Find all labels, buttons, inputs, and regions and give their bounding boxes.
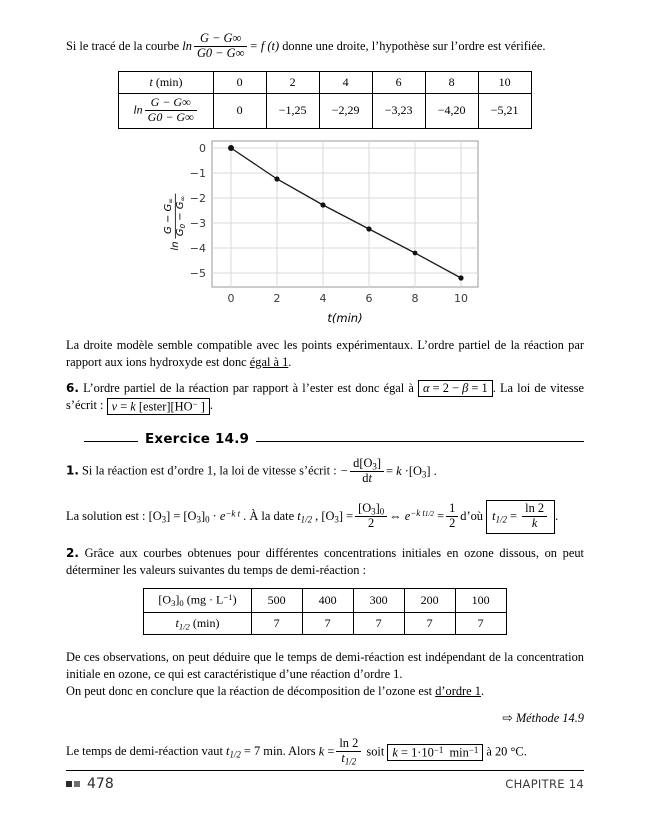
solution-text-a: La solution est : $[O_3] = [O_3]_0 \cdot e^{-k t}$ . À la date $t_{1/2}$ , $[O_3]$ = [66,508,354,525]
table1-row2-header [119,93,213,128]
final-eq: = [327,744,335,759]
data-table-lngt [118,71,531,129]
table-cell: −2,29 [319,93,372,128]
svg-text:4: 4 [319,291,327,305]
svg-text:−1: −1 [189,166,206,180]
kinetics-line-chart [160,135,490,325]
table-cell: 7 [404,612,455,634]
solution-paragraph [66,500,584,535]
table-cell: 0 [213,93,266,128]
solution-onehalf-numerator: 1 [449,501,456,516]
table-cell: 4 [319,71,372,93]
question-2-text: Grâce aux courbes obtenues pour différentes concentrations initiales en ozone dissous, on peut déterminer les valeurs suivantes du temps de demi-réaction : [66,546,584,578]
final-text-b: à 20 °C. [486,744,527,759]
table-row [144,589,506,612]
data-table-halflife [143,588,506,634]
solution-fraction-numerator: $[O_3]_0$ [358,500,385,517]
exercise-header [66,431,584,447]
table-cell: 400 [302,589,353,612]
chart-x-axis-label: t(min) [327,310,363,325]
table-cell: 300 [353,589,404,612]
final-fraction-denominator: $t_{1/2}$ [336,751,361,766]
conclusion-2-text-b: On peut donc en conclure que la réaction de décomposition de l’ozone est [66,683,436,698]
svg-text:10: 10 [454,291,468,305]
question-1-text: Si la réaction est d’ordre 1, la loi de vitesse s’écrit : [82,463,337,478]
question-2-paragraph [66,545,584,579]
table-cell: 7 [353,612,404,634]
question-6-number: 6. [66,380,79,395]
chart-plot-area [160,135,490,311]
methode-label: Méthode 14.9 [515,710,584,725]
methode-reference [66,710,584,726]
table-cell: 7 [251,612,302,634]
table2-row2-header: $t_{1/2}$ (min) [144,612,251,634]
table1-fraction-denominator: G0 − G∞ [145,110,197,124]
table-row [119,71,531,93]
boxed-halflife-numerator: ln 2 [525,501,545,516]
table-cell: 200 [404,589,455,612]
final-k: k [318,744,325,759]
question-6-text-c: . [209,398,213,413]
table-cell: 7 [455,612,506,634]
question-1-derivative-fraction [350,457,384,486]
table-cell: 8 [425,71,478,93]
conclusion-1-period: . [288,354,292,369]
boxed-halflife-fraction [522,502,547,531]
table1-fraction-numerator: G − G∞ [150,95,191,110]
boxed-halflife-formula: $t_{1/2}$ = $\frac{\ln 2}{k}$ [486,500,555,535]
question-1-minus: − [339,463,349,478]
boxed-halflife-denominator: k [522,516,547,531]
table-cell: 0 [213,71,266,93]
svg-text:8: 8 [411,291,419,305]
intro-fraction-denominator: G0 − G∞ [194,46,247,61]
conclusion-2-text-a: De ces observations, on peut déduire que le temps de demi-réaction est indépendant de la concentration initiale en ozone, ce qui est caractéristique d’une réaction d’ordre 1. [66,649,584,681]
intro-text-before: Si le tracé de la courbe [66,39,180,54]
page-footer [66,770,584,792]
solution-text-b: ⇔ $e^{-k t1/2}$ = [389,508,445,523]
square-gray-icon [74,781,80,787]
question-2-number: 2. [66,546,79,561]
solution-fraction-denominator: 2 [355,516,387,531]
table-cell: −5,21 [478,93,531,128]
chart-y-axis-label-text: ln $G - G_\infty$ $G_0 - G_\infty$ [162,195,187,251]
final-text-a: Le temps de demi-réaction vaut $t_{1/2} = 7$ min. Alors [66,744,316,760]
svg-text:0: 0 [199,141,206,155]
table-cell: −4,20 [425,93,478,128]
final-soit: soit [366,744,385,759]
exercise-rule-left [84,441,138,442]
boxed-rate-constant: $k = 1\cdot 10^{-1}$ $\min^{-1}$ [387,744,483,762]
final-paragraph [66,738,584,767]
conclusion-paragraph-1 [66,337,584,371]
page-content [66,33,584,776]
table1-row1-header: t (min) [119,71,213,93]
solution-onehalf-denominator: 2 [446,516,458,531]
intro-fraction [194,32,247,61]
solution-one-half [446,502,458,531]
question-1-number: 1. [66,463,79,478]
intro-text-after: donne une droite, l’hypothèse sur l’ordre est vérifiée. [282,39,546,54]
table1-ln: ln [133,102,143,117]
table-cell: 7 [302,612,353,634]
table-cell: −3,23 [372,93,425,128]
table-row [119,93,531,128]
svg-text:−4: −4 [189,241,206,255]
table-cell: 100 [455,589,506,612]
chapter-label: CHAPITRE 14 [505,777,584,791]
svg-text:−3: −3 [189,216,206,230]
question-1-fraction-numerator: $d[O_3]$ [353,455,382,472]
square-dark-icon [66,781,72,787]
table-row [144,612,506,634]
solution-dou: d’où [460,508,483,523]
question-1-tail: = $k \cdot[O_3]$ . [386,463,437,480]
boxed-alpha-result: α = 2 − β = 1 [418,380,493,397]
question-1-paragraph [66,457,584,486]
table1-fraction [145,96,197,124]
table2-row1-header: $[O_3]_0$ $(mg \cdot L^{-1})$ [144,589,251,612]
conclusion-2-period: . [480,683,485,698]
question-6-text-a: L’ordre partiel de la réaction par rapport à l’ester est donc égal à [83,380,414,395]
intro-fraction-numerator: G − G∞ [200,31,242,46]
conclusion-1-text: La droite modèle semble compatible avec les points expérimentaux. L’ordre partiel de la réaction par rapport aux ions hydroxyde est donc [66,337,584,369]
page-number: 478 [87,776,114,792]
intro-ln: ln [182,39,192,54]
conclusion-paragraph-3 [66,683,584,700]
table-cell: 6 [372,71,425,93]
svg-text:−5: −5 [189,266,206,280]
footer-rule [66,770,584,771]
table-cell: 500 [251,589,302,612]
intro-equation-tail: = f (t) [249,39,280,54]
table-cell: 2 [266,71,319,93]
boxed-rate-law: v = k [ester][HO− ] [107,398,210,416]
conclusion-paragraph-2 [66,649,584,683]
table-cell: 10 [478,71,531,93]
svg-text:6: 6 [365,291,373,305]
table-cell: −1,25 [266,93,319,128]
final-fraction [336,737,361,766]
solution-period: . [555,508,559,523]
exercise-rule-right [256,441,584,442]
question-1-fraction-denominator: dt [350,471,384,486]
intro-paragraph [66,33,584,62]
solution-half-fraction [355,502,387,531]
conclusion-1-underlined: égal à 1 [249,354,289,369]
question-6-paragraph [66,380,584,416]
svg-text:2: 2 [273,291,281,305]
exercise-title: Exercice 14.9 [145,431,250,448]
methode-arrow-icon: ⇨ [502,710,513,725]
footer-row [66,776,584,792]
conclusion-2-underlined: d’ordre 1 [435,683,481,698]
svg-text:−2: −2 [189,191,206,205]
question-6-text-b: . La loi de vitesse s’écrit : [66,380,584,413]
svg-text:0: 0 [227,291,235,305]
footer-left [66,776,114,792]
final-fraction-numerator: ln 2 [339,736,359,751]
